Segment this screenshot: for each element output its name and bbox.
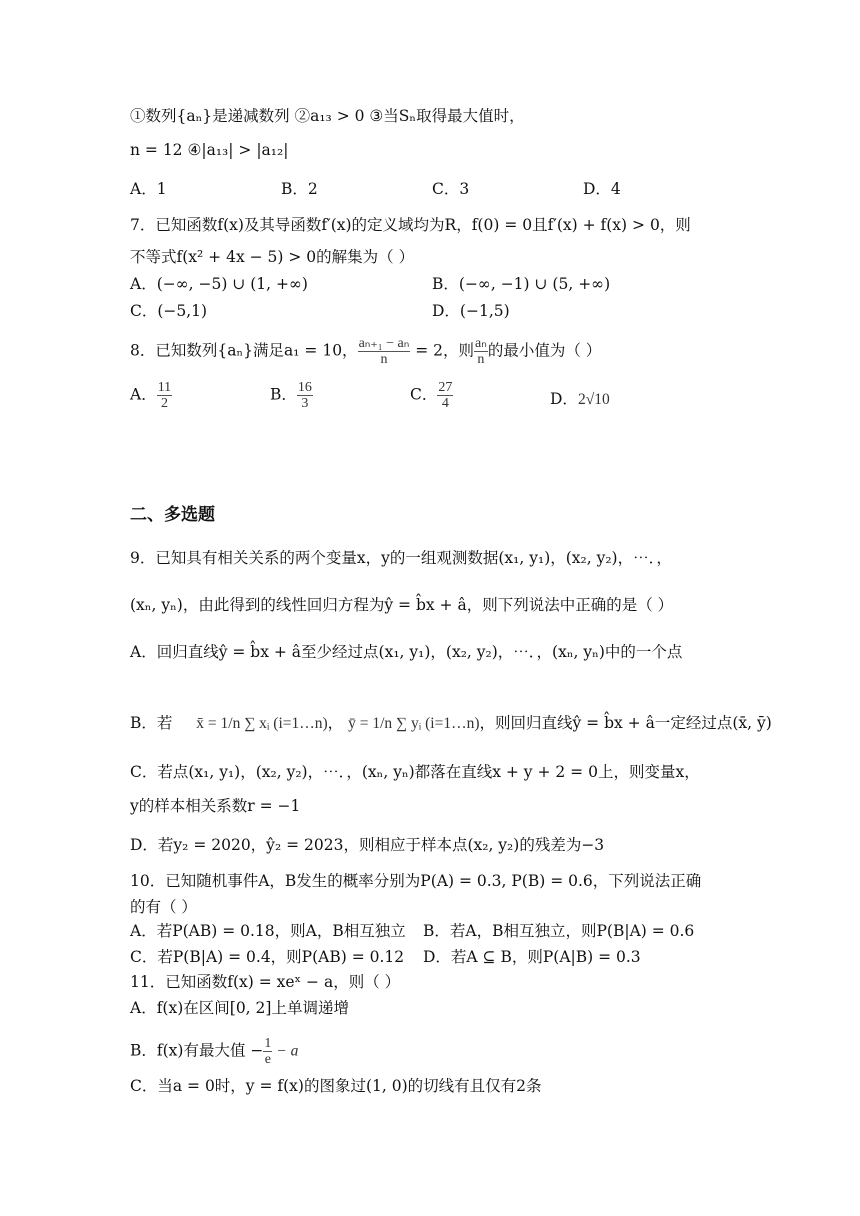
q8-stem-part-b: = 2，则 [410, 341, 475, 360]
q8-option-d[interactable] [550, 387, 610, 409]
q6-option-a[interactable]: A．1 [130, 180, 167, 198]
q8-option-c-fraction [437, 380, 453, 411]
q9-option-b-xbar: x̄ = [196, 715, 221, 732]
q11-option-b-den: e [264, 1052, 271, 1067]
q9-option-d[interactable]: D．若y₂ = 2020，ŷ₂ = 2023，则相应于样本点(x₂, y₂)的残差为−3 [130, 836, 605, 854]
q9-option-b-prefix: B．若 [130, 714, 173, 732]
q9-option-b-ybar: ȳ = [348, 715, 373, 732]
q8-option-c-num: 27 [438, 380, 453, 395]
q6-statements-line2: n = 12 ④|a₁₃| > |a₁₂| [130, 141, 289, 159]
q8-option-a[interactable] [130, 380, 172, 411]
q6-statements-line1: ①数列{aₙ}是递减数列 ②a₁₃ > 0 ③当Sₙ取得最大值时， [130, 107, 525, 125]
q9-stem-line1: 9．已知具有相关关系的两个变量x，y的一组观测数据(x₁, y₁)，(x₂, y₂)，⋯．， [130, 549, 672, 567]
q8-option-c[interactable] [410, 380, 453, 411]
q9-option-c-line2: y的样本相关系数r = −1 [130, 797, 301, 815]
q8-option-c-den: 4 [441, 396, 449, 411]
q9-option-b[interactable]: B．若 x̄ = 1/n ∑ xᵢ (i=1…n)， ȳ = 1/n ∑ yᵢ (i=1…n)，则回归直线ŷ = b̂x + â一定经过点(x̄, ȳ) [130, 714, 772, 732]
q8-option-b-label: B． [270, 385, 297, 404]
q8-option-d-value: 2√10 [577, 391, 610, 408]
q7-stem-line2: 不等式f(x² + 4x − 5) > 0的解集为（ ） [130, 248, 415, 266]
q8-fraction-denominator: n [380, 352, 388, 367]
q8-ratio-numerator: aₙ [475, 336, 487, 351]
q8-ratio-fraction [474, 336, 488, 367]
q6-option-b[interactable]: B．2 [281, 180, 318, 198]
q11-option-b-prefix: B．f(x)有最大值 − [130, 1041, 264, 1060]
q8-option-b[interactable] [270, 380, 313, 411]
q8-ratio-denominator: n [477, 352, 485, 367]
q8-option-d-label: D． [550, 390, 578, 408]
q8-stem-part-a: 8．已知数列{aₙ}满足a₁ = 10， [130, 341, 358, 360]
q8-stem [130, 336, 601, 367]
q9-option-a[interactable]: A．回归直线ŷ = b̂x + â至少经过点(x₁, y₁)，(x₂, y₂)，⋯．，(xₙ, yₙ)中的一个点 [130, 643, 683, 661]
q10-option-c[interactable]: C．若P(B|A) = 0.4，则P(AB) = 0.12 [130, 948, 405, 966]
q6-option-c[interactable]: C．3 [432, 180, 470, 198]
q8-option-a-fraction [157, 380, 172, 411]
q11-option-b[interactable] [130, 1036, 298, 1067]
q11-option-a[interactable]: A．f(x)在区间[0, 2]上单调递增 [130, 999, 349, 1017]
section-heading-multiple-choice: 二、多选题 [130, 505, 215, 525]
q8-option-b-fraction [297, 380, 313, 411]
q9-option-b-xbar-formula: 1/n ∑ xᵢ (i=1…n) [220, 715, 328, 732]
q8-option-b-num: 16 [297, 380, 312, 395]
q11-stem: 11．已知函数f(x) = xeˣ − a，则（ ） [130, 973, 401, 991]
q7-option-a[interactable]: A．(−∞, −5) ∪ (1, +∞) [130, 275, 308, 293]
q7-option-d[interactable]: D．(−1,5) [432, 302, 510, 320]
q8-fraction-numerator: aₙ₊₁ − aₙ [358, 336, 410, 351]
q9-option-b-ybar-formula: 1/n ∑ yᵢ (i=1…n) [372, 715, 480, 732]
q10-stem-line1: 10．已知随机事件A，B发生的概率分别为P(A) = 0.3, P(B) = 0.6，下列说法正确 [130, 872, 702, 890]
q9-stem-line2: (xₙ, yₙ)，由此得到的线性回归方程为ŷ = b̂x + â，则下列说法中正确的是（ ） [130, 596, 674, 614]
q9-option-b-suffix: ，则回归直线ŷ = b̂x + â一定经过点(x̄, ȳ) [479, 714, 772, 732]
q10-option-b[interactable]: B．若A，B相互独立，则P(B|A) = 0.6 [423, 922, 695, 940]
q8-option-b-den: 3 [301, 396, 309, 411]
q11-option-b-suffix: − a [272, 1042, 299, 1060]
q10-option-d[interactable]: D．若A ⊆ B，则P(A|B) = 0.3 [423, 948, 641, 966]
q6-option-d[interactable]: D．4 [583, 180, 621, 198]
q8-option-a-den: 2 [160, 396, 168, 411]
q8-stem-part-c: 的最小值为（ ） [487, 341, 602, 360]
q8-option-a-num: 11 [157, 380, 172, 395]
q11-option-c[interactable]: C．当a = 0时，y = f(x)的图象过(1, 0)的切线有且仅有2条 [130, 1077, 542, 1095]
q9-option-c-line1[interactable]: C．若点(x₁, y₁)，(x₂, y₂)，⋯．，(xₙ, yₙ)都落在直线x + y + 2 = 0上，则变量x， [130, 763, 700, 781]
q11-option-b-num: 1 [264, 1036, 272, 1051]
q7-option-c[interactable]: C．(−5,1) [130, 302, 208, 320]
q8-option-c-label: C． [410, 385, 438, 404]
q10-stem-line2: 的有（ ） [130, 898, 197, 916]
q10-option-a[interactable]: A．若P(AB) = 0.18，则A，B相互独立 [130, 922, 406, 940]
q8-recurrence-fraction [358, 336, 411, 367]
q8-option-a-label: A． [130, 385, 157, 404]
q7-stem-line1: 7．已知函数f(x)及其导函数f′(x)的定义域均为R，f(0) = 0且f′(x) + f(x) > 0，则 [130, 216, 691, 234]
q7-option-b[interactable]: B．(−∞, −1) ∪ (5, +∞) [432, 275, 611, 293]
